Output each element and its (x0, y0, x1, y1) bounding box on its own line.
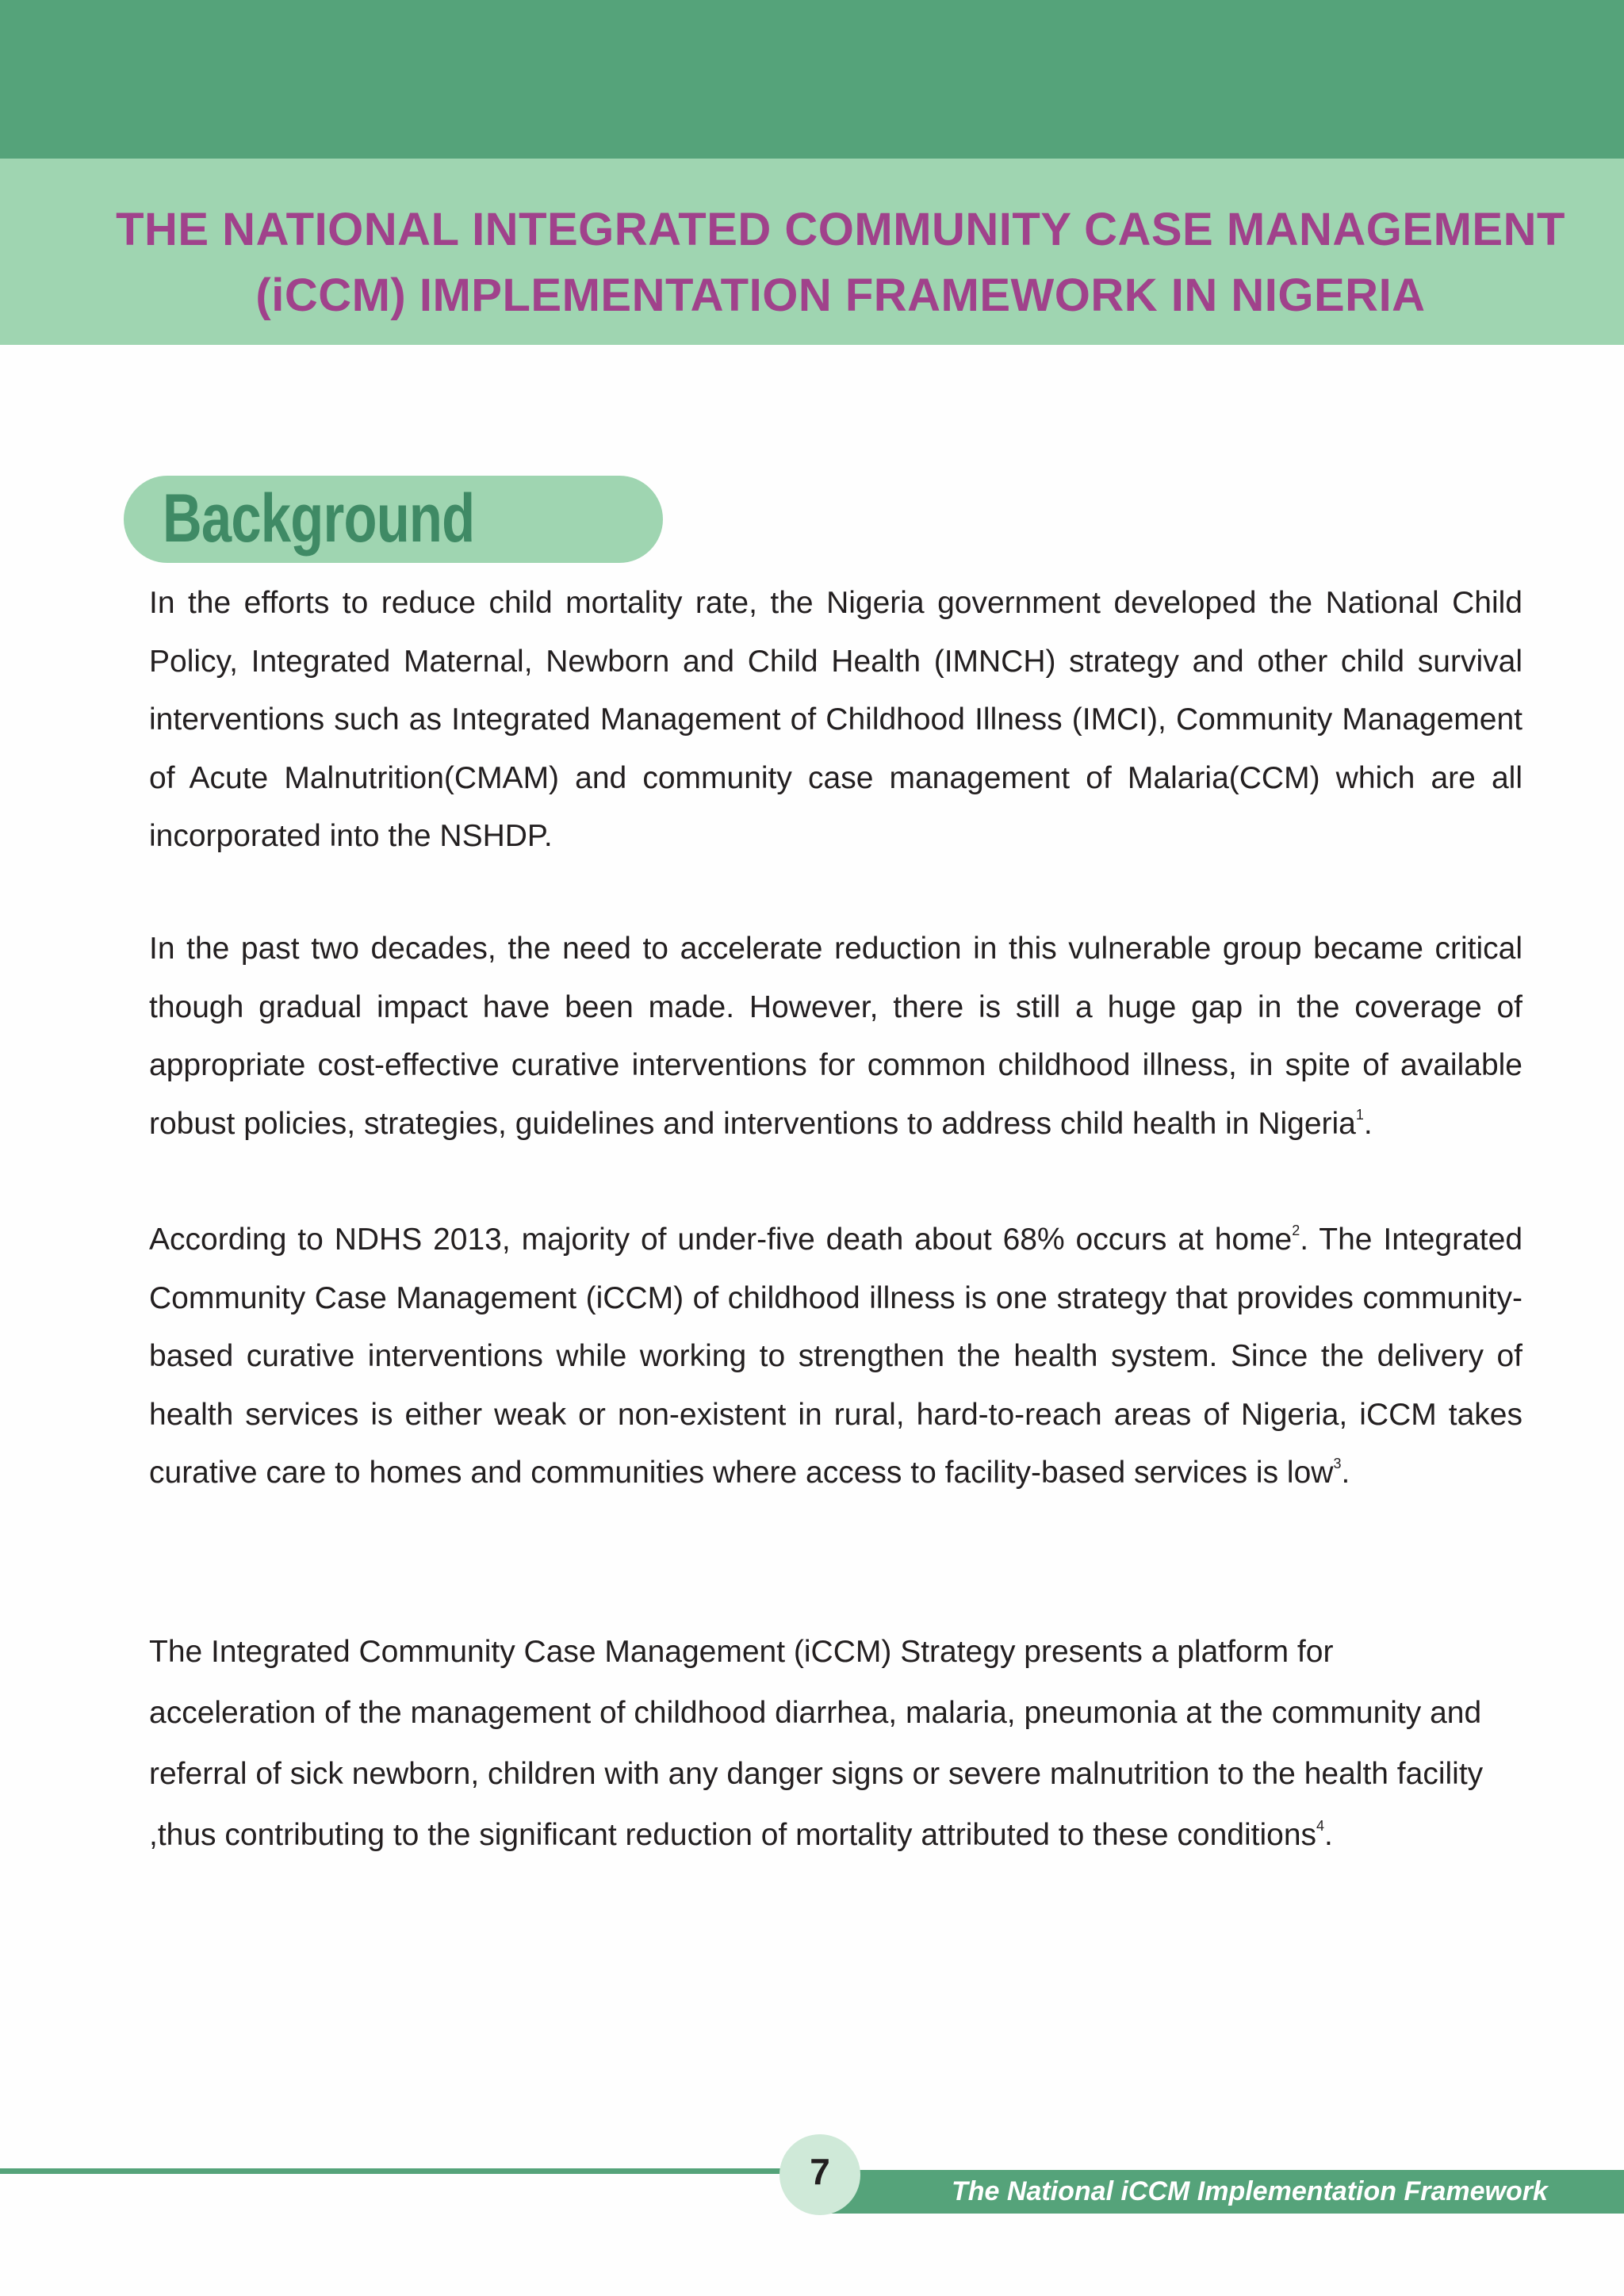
footer-rule (0, 2168, 801, 2174)
paragraph-4 (149, 1621, 1522, 1866)
paragraph-1: In the efforts to reduce child mortality rate, the Nigeria government developed the National Child Policy, Integrated Maternal, Newborn and Child Health (IMNCH) strategy and other child survival interventions such as Integrated Management of Childhood Illness (IMCI), Community Management of Acute Malnutrition(CMAM) and community case management of Malaria(CCM) which are all incorporated into the NSHDP. (149, 586, 1522, 853)
footnote-marker-1: 1 (1355, 1106, 1364, 1123)
footnote-marker-2: 2 (1292, 1223, 1300, 1238)
page-number: 7 (810, 2151, 830, 2192)
paragraph-4-line-2: acceleration of the management of childhood diarrhea, malaria, pneumonia at the community and (149, 1696, 1482, 1730)
paragraph-4-line-3: referral of sick newborn, children with any danger signs or severe malnutrition to the health facility (149, 1757, 1484, 1791)
paragraph-2 (149, 920, 1522, 1153)
title-line-1: THE NATIONAL INTEGRATED COMMUNITY CASE MANAGEMENT (116, 204, 1565, 255)
paragraph-2-text: In the past two decades, the need to accelerate reduction in this vulnerable group became critical though gradual impact have been made. However, there is still a huge gap in the coverage of appropriate cost-effective curative interventions for common childhood illness, in spite of available robust policies, strategies, guidelines and interventions to address child health in Nigeria (149, 932, 1522, 1141)
paragraph-3-text-b: . The Integrated Community Case Management (iCCM) of childhood illness is one strategy that provides community-based curative interventions while working to strengthen the health system. Since the delivery of health services is either weak or non-existent in rural, hard-to-reach areas of Nigeria, iCCM takes curative care to homes and communities where access to facility-based services is low (149, 1223, 1523, 1490)
document-title (56, 197, 1624, 328)
footer-running-title: The National iCCM Implementation Framework (952, 2176, 1548, 2206)
footnote-marker-4: 4 (1316, 1818, 1325, 1834)
paragraph-3 (149, 1211, 1522, 1502)
paragraph-3-end: . (1341, 1456, 1350, 1490)
paragraph-4-end: . (1324, 1818, 1333, 1852)
footnote-marker-3: 3 (1333, 1456, 1342, 1471)
section-heading: Background (163, 480, 475, 557)
paragraph-4-line-1: The Integrated Community Case Management (iCCM) Strategy presents a platform for (149, 1635, 1334, 1669)
paragraph-3-text-a: According to NDHS 2013, majority of under-five death about 68% occurs at home (149, 1223, 1293, 1257)
header-top-band (0, 0, 1624, 159)
title-line-2: (iCCM) IMPLEMENTATION FRAMEWORK IN NIGERIA (255, 270, 1426, 321)
paragraph-4-line-4: ,thus contributing to the significant reduction of mortality attributed to these conditions (149, 1818, 1317, 1852)
paragraph-2-end: . (1363, 1106, 1373, 1141)
